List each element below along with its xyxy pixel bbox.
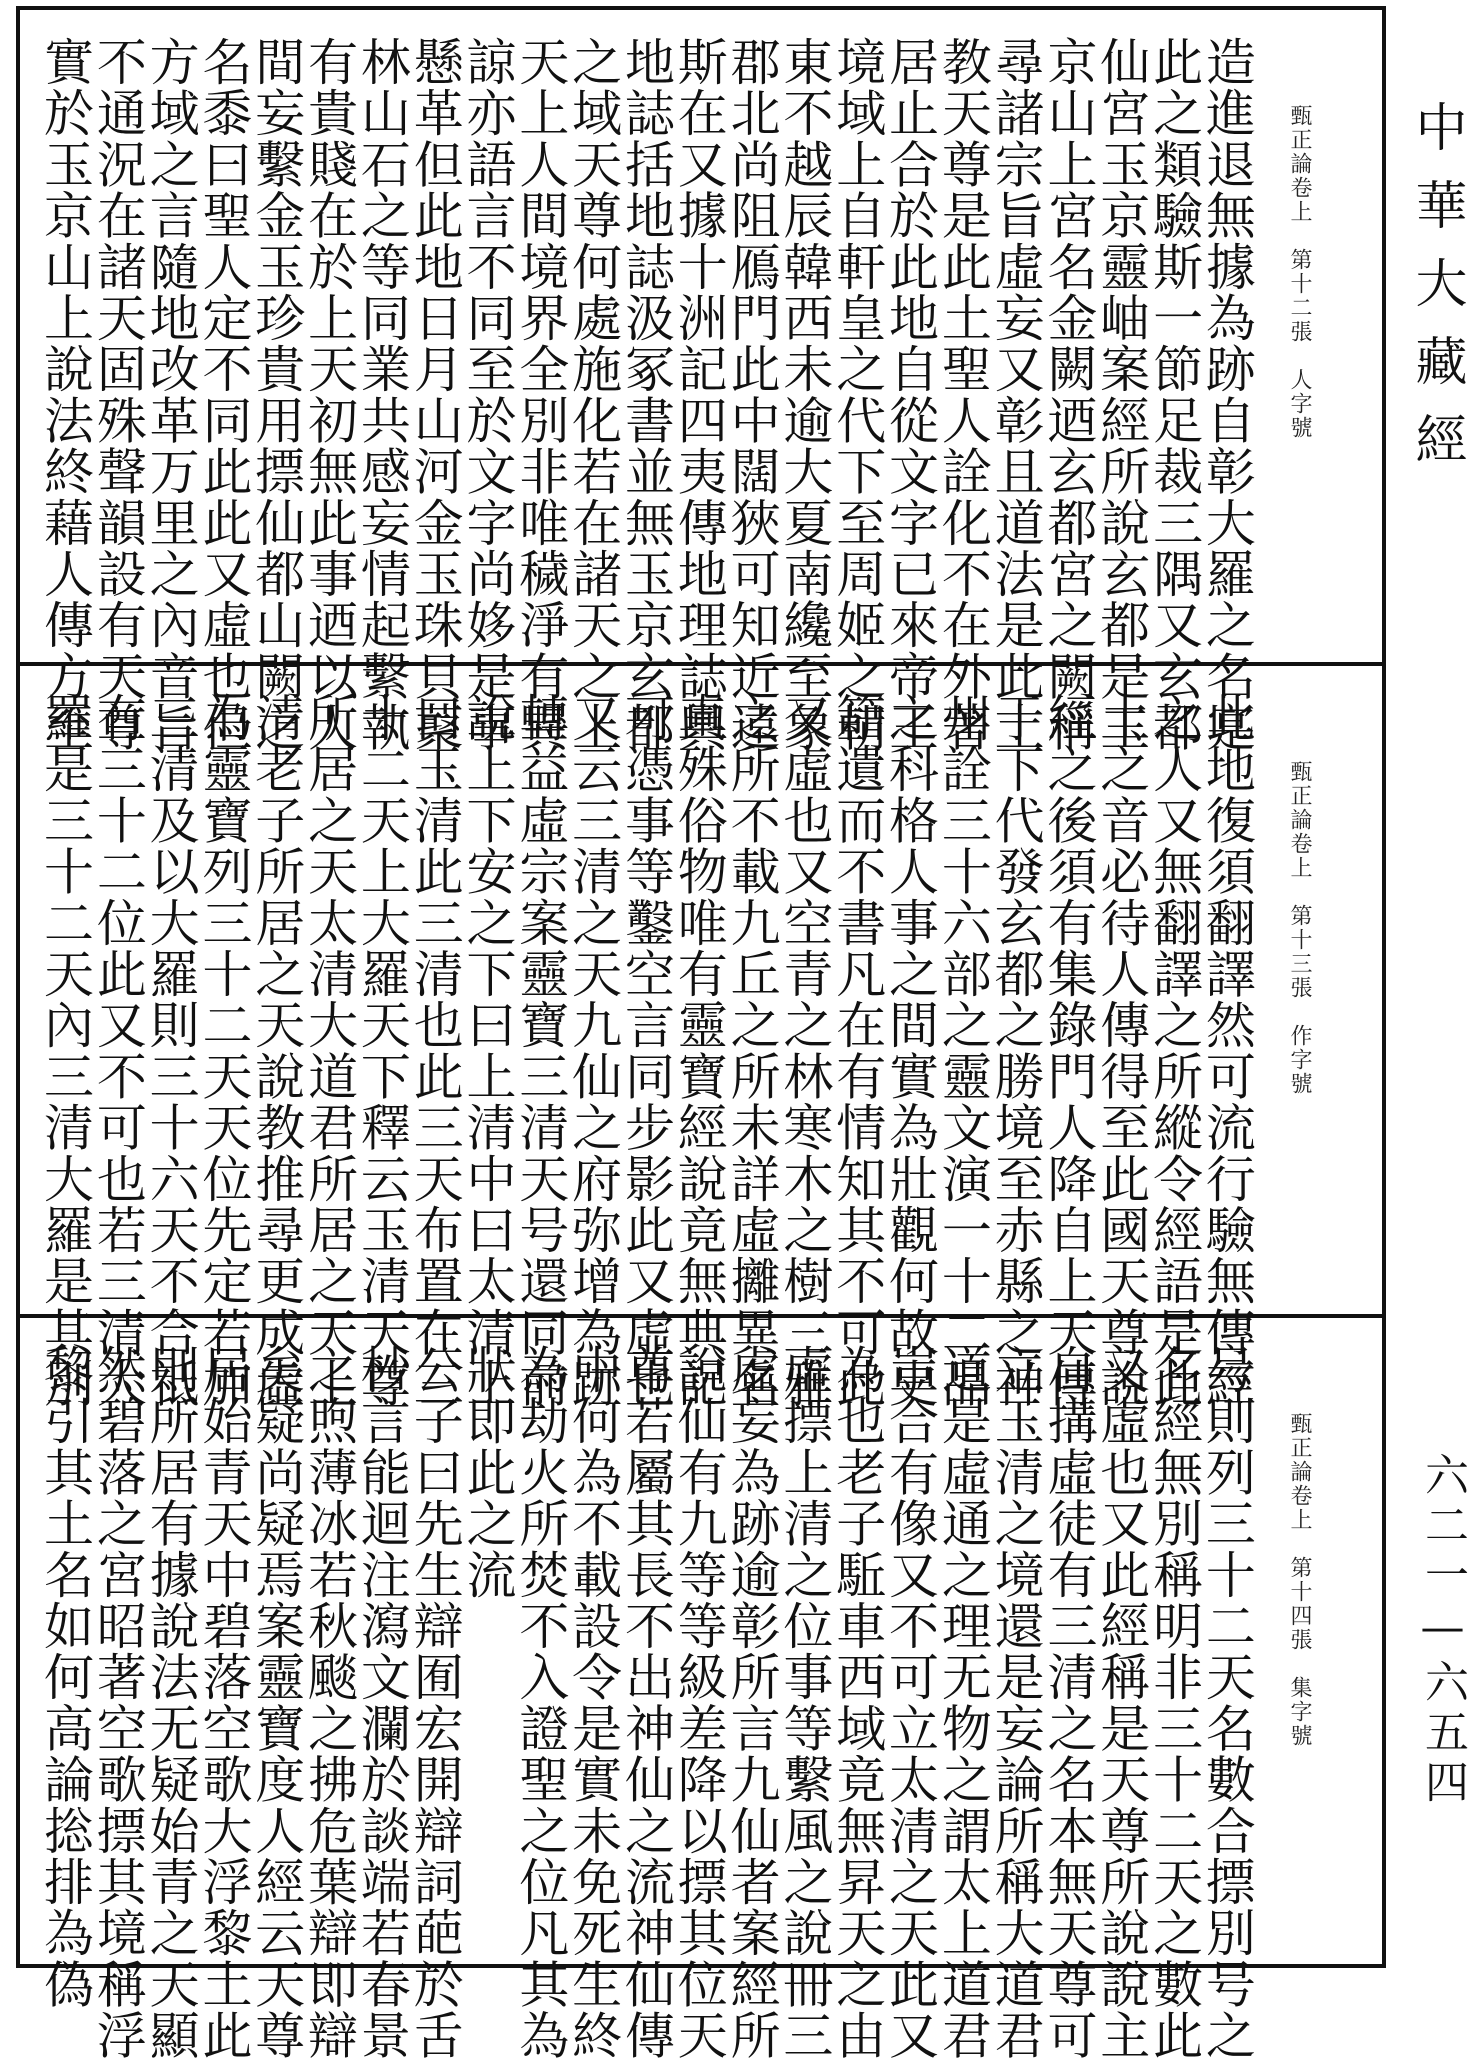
text-column: 名經無別稱明非三十二天之數此 — [1145, 1344, 1204, 2061]
text-column: 為也老子駈車西域竟無昇天之由 — [828, 1344, 887, 2061]
text-column: 虛妄為跡逾彰所言九仙者案經所 — [722, 1344, 781, 2061]
text-column: 自搆虛徒有三清之名本無天尊可 — [1039, 1344, 1098, 2061]
text-column: 林山石之等同業共感妄情起繫執 — [352, 36, 411, 753]
text-column: 三清及以大羅則三十六天不合祗 — [141, 692, 200, 1409]
text-column: 籍遺而不書凡在有情知其不可此 — [828, 692, 887, 1409]
text-column: 說上下安之下曰上清中曰太清上 — [458, 692, 517, 1409]
panel-3-text-columns — [36, 1344, 1256, 2061]
text-column: 豈合有像又不可立太清之天此又 — [881, 1344, 939, 2061]
panel-1 — [20, 10, 1382, 753]
panel-1-text-columns — [36, 36, 1256, 753]
text-column: 不通況在諸天固殊聲韻設有天尊 — [88, 36, 147, 753]
text-column: 公子曰先生辯囿宏開辯詞葩於舌 — [405, 1344, 464, 2061]
text-column: 之人又無翻譯之所縱令經語是此 — [1145, 692, 1204, 1409]
panel-1-margin-note: 甄正論卷上 第十二張 人字號 — [1287, 104, 1312, 440]
sutra-page-frame — [16, 6, 1386, 2061]
text-column: 真殊俗物唯有靈寶經說竟無典記 — [669, 692, 728, 1409]
text-column: 居止合於此地自從文字已來帝王 — [881, 36, 939, 753]
text-column: 仙宮玉京靈岫案經所說玄都是玉 — [1092, 36, 1151, 753]
text-column: 道是虛通之理无物之謂太上道君 — [933, 1344, 992, 2061]
collection-title: 中華大藏經 — [1406, 100, 1466, 490]
text-column: 造進退無據為跡自彰大羅之名寔 — [1197, 36, 1256, 753]
text-column: 名黍曰聖人定不同此此又虛也但 — [194, 36, 253, 753]
text-column: 此地復須翻譯然可流行驗無傳經 — [1197, 692, 1256, 1409]
text-column: 尊若屬其長不出神仙之流神仙傳 — [616, 1344, 675, 2061]
text-column: 州詮三十六部之靈文演一十二品 — [933, 692, 992, 1409]
text-column: 又虛也又空青之林寒木之樹三雅 — [775, 692, 834, 1409]
text-column: 為靈寶列三十二天天位先定若加 — [194, 692, 253, 1409]
text-column: 土之音必待人傳得至此國天尊說 — [1092, 692, 1151, 1409]
text-column: 諒亦語言不同至於文字尚姼是事 — [458, 36, 517, 753]
text-column: 此之類驗斯一節足裁三隅又玄都 — [1145, 36, 1204, 753]
text-column: 有貴賤在於上天初無此事迺以人 — [300, 36, 359, 753]
text-column: 則所居有據說法无疑始青之天顯 — [141, 1344, 200, 2061]
text-column: 号則列三十二天名數合摽別号之 — [1197, 1344, 1256, 2061]
text-column: 實於玉京山上說法終藉人傳方至 — [36, 36, 94, 753]
text-column: 可憑事等鑿空言同步影此又虛也 — [616, 692, 675, 1409]
text-column: 曰玉清此三清也此三天布置在三 — [405, 692, 464, 1409]
panel-2 — [20, 666, 1382, 1409]
text-column: 方域之言隨地改革万里之內音旨 — [141, 36, 200, 753]
text-column: 經之後須有集錄門人降自上天傳 — [1039, 692, 1098, 1409]
text-column: 虛摽上清之位事等繫風之說冊三 — [775, 1344, 834, 2061]
panel-3 — [20, 1318, 1382, 2061]
text-column: 京山上宮名金闕迺玄都宮之闕稱 — [1039, 36, 1098, 753]
text-column: 又虛也又此經稱是天尊所說說主 — [1092, 1344, 1151, 2061]
text-column: 境域上自軒皇之代下至周姬之朝 — [828, 36, 887, 753]
text-column: 狀即此之流 — [458, 1344, 517, 1600]
text-column: 說仙有九等等級差降以摽其位天 — [669, 1344, 728, 2061]
page-number: 六二一—六五四 — [1417, 1452, 1468, 1809]
text-column: 矣疑尚疑焉案靈寶度人經云天尊 — [247, 1344, 306, 2061]
text-column: 又云三清之天九仙之府弥增為跡 — [564, 692, 623, 1409]
panel-2-text-columns — [36, 692, 1256, 1409]
text-column: 然碧落之宮昭著空歌摽其境稱浮 — [88, 1344, 147, 2061]
text-column: 郡北尚阻鴈門此中闊狹可知近遠 — [722, 36, 781, 753]
text-column: 天上人間境界全別非唯穢淨有異 — [511, 36, 570, 753]
text-column: 教天尊是此土聖人詮化不在外著 — [933, 36, 992, 753]
text-column: 清老子所居之天說教推尋更成虛 — [247, 692, 306, 1409]
text-column: 之所不載九丘之所未詳虛攡異名 — [722, 692, 781, 1409]
text-column: 杪言能迴注瀉文瀾於談端若春景 — [352, 1344, 411, 2061]
text-column: 之煦薄冰若秋颷之拂危葉辯即辯 — [300, 1344, 359, 2061]
panel-2-margin-note: 甄正論卷上 第十三張 作字號 — [1287, 760, 1312, 1096]
text-column: 轉益虛宗案靈寶三清天号還同前 — [511, 692, 570, 1409]
text-column: 十二天上大羅天下釋云玉清天尊 — [352, 692, 411, 1409]
text-column: 羅是三十二天內三清大羅是其別 — [36, 692, 94, 1409]
text-column: 之科格人事之間實為壯觀何故史 — [881, 692, 939, 1409]
text-column: 間妄繫金玉珍貴用摽仙都山闕之 — [247, 36, 306, 753]
text-column: 為劫火所焚不入證聖之位凡其為 — [511, 1344, 570, 2061]
text-column: 所居之天太清大道君所居之天上 — [300, 692, 359, 1409]
text-column: 東不越辰韓西未逾大夏南纔至象 — [775, 36, 834, 753]
text-column: 中何為不載設令是實未免死生終 — [564, 1344, 623, 2061]
text-column: 斯在又據十洲記四夷傳地理誌輿 — [669, 36, 728, 753]
text-column: 地誌括地誌汲冢書並無玉京玄都 — [616, 36, 675, 753]
text-column: 尋諸宗旨虛妄又彰且道法是此土 — [986, 36, 1045, 753]
text-column: 立玉清之境還是妄論所稱大道君 — [986, 1344, 1045, 2061]
text-column: 之域天尊何處施化若在諸天之上 — [564, 36, 623, 753]
text-column: 黎引其土名如何高論捴排為偽 — [36, 1344, 94, 2010]
panel-3-margin-note: 甄正論卷上 第十四張 集字號 — [1287, 1412, 1312, 1748]
text-column: 于下代發玄都之勝境至赤縣之神 — [986, 692, 1045, 1409]
text-column: 居始青天中碧落空歌大浮黎土此 — [194, 1344, 253, 2061]
text-column: 有三十二位此又不可也若三清大 — [88, 692, 147, 1409]
text-column: 懸革但此地日月山河金玉珠貝藂 — [405, 36, 464, 753]
